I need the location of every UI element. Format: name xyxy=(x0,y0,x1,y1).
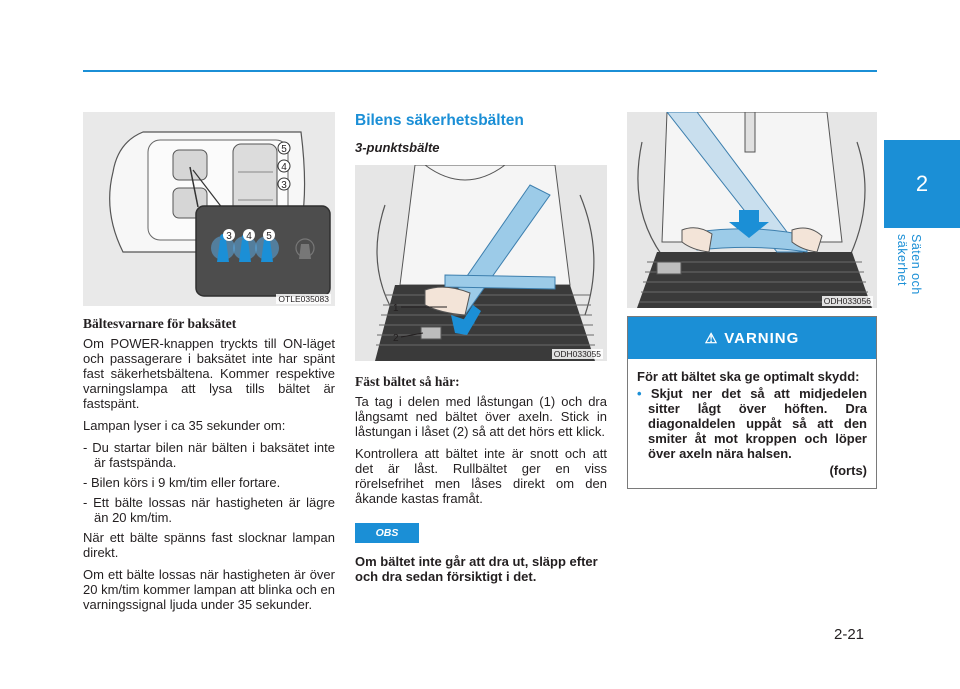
warning-header xyxy=(628,317,876,359)
fasten-belt-illustration xyxy=(355,165,607,361)
chapter-title: Säten och säkerhet xyxy=(895,234,923,295)
callout-4: 4 xyxy=(281,162,287,173)
bullet-dot-icon: • xyxy=(637,386,651,401)
warning-title: VARNING xyxy=(724,329,800,347)
fasten-paragraph-2: Kontrollera att bältet inte är snott och att det är låst. Rullbältet ger en viss rörelsefrihet men låses direkt om den åkande kastas framåt. xyxy=(355,446,607,506)
display-number-4: 4 xyxy=(246,231,252,242)
warning-triangle-icon: ⚠ xyxy=(704,329,719,346)
chapter-number: 2 xyxy=(915,171,929,196)
warning-intro: För att bältet ska ge optimalt skydd: xyxy=(637,369,860,384)
figure-code: OTLE035083 xyxy=(278,294,329,304)
lap-belt-figure xyxy=(627,112,877,308)
display-number-5: 5 xyxy=(266,231,272,242)
fasten-heading: Fäst bältet så här: xyxy=(355,374,460,389)
car-topview-illustration xyxy=(83,112,335,306)
rear-reminder-intro: Om POWER-knappen tryckts till ON-läget och passagerare i baksätet inte har spänt fast säkerhetsbältena. Kommer respektive varningslampa att lysa tills bältet är fastspänt. xyxy=(83,336,335,411)
display-number-3: 3 xyxy=(226,231,232,242)
warning-continued: (forts) xyxy=(829,463,867,478)
rear-seatbelt-reminder-figure xyxy=(83,112,335,306)
callout-3: 3 xyxy=(281,180,287,191)
obs-badge: OBS xyxy=(355,523,419,543)
header-rule xyxy=(83,70,877,72)
left-column xyxy=(83,112,335,619)
obs-text: Om bältet inte går att dra ut, släpp efter och dra sedan försiktigt i det. xyxy=(355,554,598,584)
warning-bullet-text: Skjut ner det så att midjedelen sitter lågt över höften. Dra diagonaldelen uppåt så att den smiter åt mot kroppen och löper över axeln nära halsen. xyxy=(648,386,868,461)
section-title: Bilens säkerhetsbälten xyxy=(355,112,524,129)
fasten-paragraph-1: Ta tag i delen med låstungan (1) och dra långsamt ned bältet över axeln. Stick in låstungan i låset (2) så att det hörs ett klick. xyxy=(355,394,607,439)
subsection-title: 3-punktsbälte xyxy=(355,140,440,155)
page-number: 2-21 xyxy=(834,626,865,643)
callout-2: 2 xyxy=(393,333,399,344)
middle-column xyxy=(355,112,607,584)
right-column xyxy=(627,112,877,489)
condition-item: - Ett bälte lossas när hastigheten är lägre än 20 km/tim. xyxy=(83,495,335,525)
lamp-intro: Lampan lyser i ca 35 sekunder om: xyxy=(83,418,286,433)
figure-code: ODH033056 xyxy=(823,296,871,306)
lamp-off-paragraph: När ett bälte spänns fast slocknar lampan direkt. xyxy=(83,530,335,560)
condition-item: - Du startar bilen när bälten i baksätet inte är fastspända. xyxy=(83,440,335,470)
rear-reminder-heading: Bältesvarnare för baksätet xyxy=(83,316,237,331)
figure-code: ODH033055 xyxy=(553,349,601,359)
warning-bullet xyxy=(637,386,867,461)
lamp-blink-paragraph: Om ett bälte lossas när hastigheten är över 20 km/tim kommer lampan att blinka och en varningssignal ljuda under 35 sekunder. xyxy=(83,567,335,612)
fasten-belt-figure xyxy=(355,165,607,361)
warning-box xyxy=(627,316,877,489)
lap-belt-illustration xyxy=(627,112,877,308)
callout-5: 5 xyxy=(281,144,287,155)
chapter-number-tab[interactable] xyxy=(884,140,960,228)
condition-item: - Bilen körs i 9 km/tim eller fortare. xyxy=(83,475,281,490)
callout-1: 1 xyxy=(393,303,399,314)
warning-content xyxy=(628,359,876,488)
